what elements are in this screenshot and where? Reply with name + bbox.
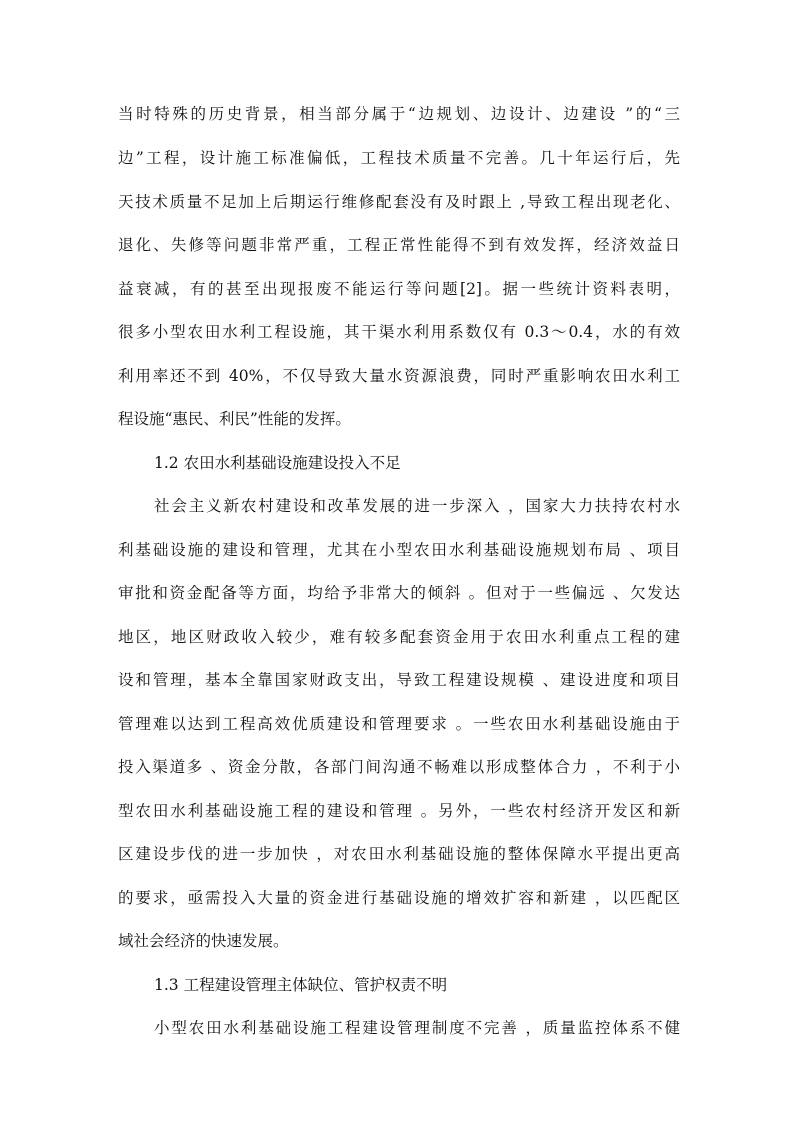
paragraph-line: 程设施“惠民、利民”性能的发挥。: [118, 410, 351, 428]
paragraph-line: 边”工程，设计施工标准偏低，工程技术质量不完善。几十年运行后，先: [118, 149, 680, 167]
paragraph-line: 域社会经济的快速发展。: [118, 932, 289, 950]
paragraph-line: 审批和资金配备等方面，均给予非常大的倾斜 。但对于一些偏远 、欠发达: [118, 584, 680, 602]
paragraph-line: 管理难以达到工程高效优质建设和管理要求 。一些农田水利基础设施由于: [118, 715, 680, 733]
section-heading: 1.2 农田水利基础设施建设投入不足: [154, 454, 401, 472]
paragraph-line: 很多小型农田水利工程设施，其干渠水利用系数仅有 0.3～0.4，水的有效: [118, 323, 680, 341]
paragraph-line: 利用率还不到 40%，不仅导致大量水资源浪费，同时严重影响农田水利工: [118, 367, 680, 385]
paragraph-line: 当时特殊的历史背景，相当部分属于“边规划、边设计、边建设 ”的“三: [118, 105, 680, 123]
paragraph-line: 型农田水利基础设施工程的建设和管理 。另外，一些农村经济开发区和新: [118, 802, 680, 820]
paragraph-line: 益衰减，有的甚至出现报废不能运行等问题[2]。据一些统计资料表明，: [118, 280, 680, 298]
paragraph-line: 设和管理，基本全靠国家财政支出，导致工程建设规模 、建设进度和项目: [118, 671, 680, 689]
paragraph-line: 小型农田水利基础设施工程建设管理制度不完善 ，质量监控体系不健: [154, 1019, 680, 1037]
paragraph-line: 区建设步伐的进一步加快 ，对农田水利基础设施的整体保障水平提出更高: [118, 845, 680, 863]
paragraph-line: 地区，地区财政收入较少，难有较多配套资金用于农田水利重点工程的建: [118, 628, 680, 646]
paragraph-line: 社会主义新农村建设和改革发展的进一步深入 ，国家大力扶持农村水: [154, 497, 680, 515]
paragraph-line: 天技术质量不足加上后期运行维修配套没有及时跟上 ,导致工程出现老化、: [118, 193, 680, 211]
paragraph-line: 利基础设施的建设和管理，尤其在小型农田水利基础设施规划布局 、项目: [118, 541, 680, 559]
paragraph-line: 的要求，亟需投入大量的资金进行基础设施的增效扩容和新建 ，以匹配区: [118, 889, 680, 907]
paragraph-line: 退化、失修等问题非常严重，工程正常性能得不到有效发挥，经济效益日: [118, 236, 680, 254]
section-heading: 1.3 工程建设管理主体缺位、管护权责不明: [154, 976, 448, 994]
paragraph-line: 投入渠道多 、资金分散，各部门间沟通不畅难以形成整体合力 ，不利于小: [118, 758, 680, 776]
